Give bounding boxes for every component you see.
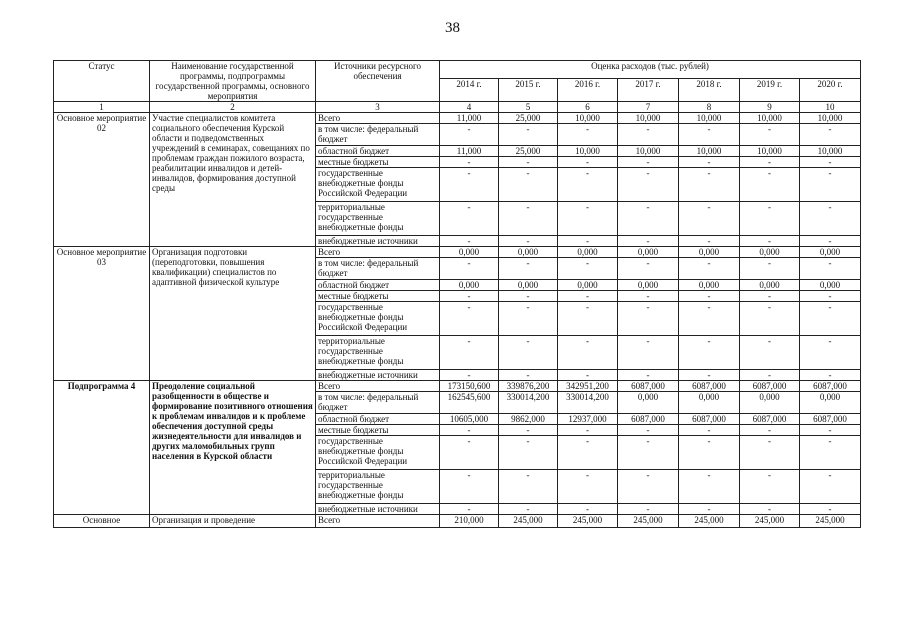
- expense-value: 0,000: [679, 280, 740, 291]
- expense-value: 210,000: [440, 515, 499, 528]
- expense-value: 330014,200: [499, 392, 558, 414]
- expense-value: -: [618, 336, 679, 370]
- expense-value: -: [558, 370, 618, 381]
- header-source: Источники ресурсного обеспечения: [316, 61, 440, 102]
- expense-value: -: [740, 336, 800, 370]
- year-header: 2017 г.: [618, 79, 679, 102]
- expense-value: 25,000: [499, 146, 558, 157]
- expense-value: -: [440, 124, 499, 146]
- expense-value: 0,000: [558, 280, 618, 291]
- expense-value: -: [679, 202, 740, 236]
- expense-value: 0,000: [679, 247, 740, 258]
- expense-value: 245,000: [679, 515, 740, 528]
- column-index: 9: [740, 102, 800, 113]
- expense-value: 10,000: [800, 146, 861, 157]
- year-header: 2019 г.: [740, 79, 800, 102]
- expense-value: 0,000: [679, 392, 740, 414]
- expense-value: -: [800, 336, 861, 370]
- expense-value: -: [679, 504, 740, 515]
- expense-value: -: [440, 425, 499, 436]
- page-number: 38: [445, 20, 460, 36]
- expense-value: 10,000: [618, 146, 679, 157]
- expense-value: 6087,000: [800, 381, 861, 392]
- column-index: 5: [499, 102, 558, 113]
- expense-value: -: [558, 336, 618, 370]
- funding-source: Всего: [316, 247, 440, 258]
- budget-table: [53, 60, 861, 528]
- expense-value: -: [740, 370, 800, 381]
- expense-value: -: [499, 425, 558, 436]
- funding-source: внебюджетные источники: [316, 370, 440, 381]
- block-status: Основное мероприятие 03: [54, 247, 150, 381]
- column-index: 1: [54, 102, 150, 113]
- expense-value: -: [499, 370, 558, 381]
- expense-value: -: [800, 291, 861, 302]
- expense-value: 0,000: [499, 280, 558, 291]
- expense-value: 10,000: [679, 146, 740, 157]
- expense-value: -: [740, 202, 800, 236]
- year-header: 2020 г.: [800, 79, 861, 102]
- funding-source: местные бюджеты: [316, 425, 440, 436]
- expense-value: -: [800, 302, 861, 336]
- block-status: Основное: [54, 515, 150, 528]
- expense-value: -: [440, 370, 499, 381]
- expense-value: 173150,600: [440, 381, 499, 392]
- expense-value: -: [558, 258, 618, 280]
- expense-value: 342951,200: [558, 381, 618, 392]
- funding-source: территориальные государственные внебюджетные фонды: [316, 470, 440, 504]
- expense-value: -: [440, 336, 499, 370]
- expense-value: 245,000: [740, 515, 800, 528]
- expense-value: -: [740, 436, 800, 470]
- expense-value: -: [740, 504, 800, 515]
- expense-value: -: [440, 168, 499, 202]
- expense-value: 25,000: [499, 113, 558, 124]
- expense-value: 0,000: [740, 247, 800, 258]
- expense-value: -: [558, 291, 618, 302]
- expense-value: 0,000: [558, 247, 618, 258]
- expense-value: 6087,000: [740, 381, 800, 392]
- expense-value: 10,000: [618, 113, 679, 124]
- expense-value: -: [499, 236, 558, 247]
- expense-value: -: [679, 168, 740, 202]
- expense-value: -: [440, 258, 499, 280]
- column-index: 3: [316, 102, 440, 113]
- expense-value: -: [558, 202, 618, 236]
- expense-value: -: [440, 157, 499, 168]
- expense-value: -: [499, 168, 558, 202]
- block-status: Подпрограмма 4: [54, 381, 150, 515]
- expense-value: 10,000: [679, 113, 740, 124]
- expense-value: -: [679, 157, 740, 168]
- expense-value: 10,000: [800, 113, 861, 124]
- expense-value: 11,000: [440, 113, 499, 124]
- expense-value: -: [558, 425, 618, 436]
- expense-value: 10605,000: [440, 414, 499, 425]
- column-index: 2: [150, 102, 316, 113]
- column-index: 6: [558, 102, 618, 113]
- expense-value: 0,000: [440, 247, 499, 258]
- expense-value: -: [440, 291, 499, 302]
- expense-value: -: [558, 168, 618, 202]
- expense-value: -: [440, 202, 499, 236]
- expense-value: -: [679, 470, 740, 504]
- expense-value: 0,000: [740, 280, 800, 291]
- expense-value: -: [740, 258, 800, 280]
- expense-value: 10,000: [558, 113, 618, 124]
- expense-value: -: [740, 425, 800, 436]
- funding-source: государственные внебюджетные фонды Российской Федерации: [316, 436, 440, 470]
- expense-value: -: [800, 470, 861, 504]
- expense-value: -: [740, 291, 800, 302]
- column-index: 8: [679, 102, 740, 113]
- column-index: 7: [618, 102, 679, 113]
- expense-value: 0,000: [440, 280, 499, 291]
- expense-value: -: [499, 504, 558, 515]
- funding-source: территориальные государственные внебюджетные фонды: [316, 336, 440, 370]
- expense-value: -: [679, 124, 740, 146]
- expense-value: 162545,600: [440, 392, 499, 414]
- funding-source: областной бюджет: [316, 280, 440, 291]
- expense-value: 0,000: [618, 247, 679, 258]
- funding-source: областной бюджет: [316, 414, 440, 425]
- table-row: [54, 247, 861, 258]
- expense-value: -: [800, 157, 861, 168]
- expense-value: 6087,000: [618, 381, 679, 392]
- expense-value: -: [679, 258, 740, 280]
- expense-value: -: [618, 291, 679, 302]
- expense-value: -: [679, 425, 740, 436]
- expense-value: -: [679, 436, 740, 470]
- expense-value: -: [618, 168, 679, 202]
- funding-source: внебюджетные источники: [316, 504, 440, 515]
- expense-value: 12937,000: [558, 414, 618, 425]
- funding-source: в том числе: федеральный бюджет: [316, 124, 440, 146]
- expense-value: -: [558, 236, 618, 247]
- funding-source: в том числе: федеральный бюджет: [316, 258, 440, 280]
- expense-value: 245,000: [800, 515, 861, 528]
- funding-source: областной бюджет: [316, 146, 440, 157]
- expense-value: -: [618, 258, 679, 280]
- block-name: Организация и проведение: [150, 515, 316, 528]
- expense-value: 6087,000: [679, 414, 740, 425]
- year-header: 2015 г.: [499, 79, 558, 102]
- expense-value: 245,000: [618, 515, 679, 528]
- expense-value: 6087,000: [740, 414, 800, 425]
- table-row: [54, 113, 861, 124]
- block-name: Организация подготовки (переподготовки, повышения квалификации) специалистов по адаптивной физической культуре: [150, 247, 316, 381]
- expense-value: -: [618, 202, 679, 236]
- expense-value: -: [440, 236, 499, 247]
- block-name: Преодоление социальной разобщенности в обществе и формирование позитивного отношения к проблемам инвалидов и к проблеме обеспечения доступной среды жизнедеятельности для инвалидов и других маломобильных групп населения в Курской области: [150, 381, 316, 515]
- expense-value: -: [740, 157, 800, 168]
- expense-value: -: [499, 291, 558, 302]
- expense-value: 9862,000: [499, 414, 558, 425]
- funding-source: в том числе: федеральный бюджет: [316, 392, 440, 414]
- expense-value: -: [558, 157, 618, 168]
- expense-value: 245,000: [499, 515, 558, 528]
- expense-value: -: [800, 202, 861, 236]
- expense-value: -: [440, 302, 499, 336]
- expense-value: -: [800, 370, 861, 381]
- expense-value: -: [618, 157, 679, 168]
- expense-value: -: [499, 302, 558, 336]
- expense-value: 330014,200: [558, 392, 618, 414]
- expense-value: -: [558, 504, 618, 515]
- expense-value: -: [499, 470, 558, 504]
- expense-value: -: [440, 504, 499, 515]
- expense-value: -: [800, 168, 861, 202]
- expense-value: -: [618, 436, 679, 470]
- expense-value: -: [499, 157, 558, 168]
- expense-value: 0,000: [618, 280, 679, 291]
- expense-value: -: [740, 470, 800, 504]
- expense-value: 6087,000: [679, 381, 740, 392]
- expense-value: -: [679, 291, 740, 302]
- block-name: Участие специалистов комитета социального обеспечения Курской области и подведомственных учреждений в семинарах, совещаниях по проблемам граждан пожилого возраста, реабилитации инвалидов и детей-инвалидов, формирования доступной среды: [150, 113, 316, 247]
- expense-value: -: [558, 124, 618, 146]
- expense-value: -: [679, 236, 740, 247]
- expense-value: 245,000: [558, 515, 618, 528]
- expense-value: -: [740, 124, 800, 146]
- header-estimate: Оценка расходов (тыс. рублей): [440, 61, 861, 79]
- expense-value: 6087,000: [800, 414, 861, 425]
- expense-value: -: [499, 436, 558, 470]
- funding-source: государственные внебюджетные фонды Российской Федерации: [316, 302, 440, 336]
- expense-value: -: [800, 258, 861, 280]
- expense-value: -: [679, 370, 740, 381]
- funding-source: местные бюджеты: [316, 157, 440, 168]
- expense-value: -: [679, 336, 740, 370]
- expense-value: -: [618, 124, 679, 146]
- header-name: Наименование государственной программы, подпрограммы государственной программы, основного мероприятия: [150, 61, 316, 102]
- expense-value: -: [740, 302, 800, 336]
- expense-value: 0,000: [800, 280, 861, 291]
- funding-source: внебюджетные источники: [316, 236, 440, 247]
- expense-value: -: [800, 236, 861, 247]
- expense-value: -: [800, 504, 861, 515]
- funding-source: местные бюджеты: [316, 291, 440, 302]
- expense-value: -: [618, 236, 679, 247]
- funding-source: территориальные государственные внебюджетные фонды: [316, 202, 440, 236]
- expense-value: -: [679, 302, 740, 336]
- expense-value: 10,000: [558, 146, 618, 157]
- expense-value: 0,000: [618, 392, 679, 414]
- block-status: Основное мероприятие 02: [54, 113, 150, 247]
- expense-value: -: [499, 258, 558, 280]
- expense-value: -: [618, 425, 679, 436]
- expense-value: -: [440, 470, 499, 504]
- table-row: [54, 381, 861, 392]
- expense-value: 6087,000: [618, 414, 679, 425]
- expense-value: -: [558, 436, 618, 470]
- expense-value: -: [618, 470, 679, 504]
- expense-value: 10,000: [740, 113, 800, 124]
- expense-value: 0,000: [499, 247, 558, 258]
- funding-source: Всего: [316, 113, 440, 124]
- expense-value: 11,000: [440, 146, 499, 157]
- expense-value: 339876,200: [499, 381, 558, 392]
- expense-value: 0,000: [740, 392, 800, 414]
- expense-value: -: [740, 168, 800, 202]
- expense-value: -: [499, 202, 558, 236]
- expense-value: -: [740, 236, 800, 247]
- funding-source: Всего: [316, 381, 440, 392]
- expense-value: -: [558, 302, 618, 336]
- expense-value: -: [618, 504, 679, 515]
- expense-value: -: [800, 425, 861, 436]
- expense-value: 0,000: [800, 392, 861, 414]
- expense-value: -: [499, 336, 558, 370]
- year-header: 2014 г.: [440, 79, 499, 102]
- year-header: 2016 г.: [558, 79, 618, 102]
- header-status: Статус: [54, 61, 150, 102]
- expense-value: -: [440, 436, 499, 470]
- expense-value: 10,000: [740, 146, 800, 157]
- expense-value: 0,000: [800, 247, 861, 258]
- year-header: 2018 г.: [679, 79, 740, 102]
- expense-value: -: [618, 370, 679, 381]
- column-index: 4: [440, 102, 499, 113]
- expense-value: -: [618, 302, 679, 336]
- expense-value: -: [800, 436, 861, 470]
- expense-value: -: [800, 124, 861, 146]
- expense-value: -: [499, 124, 558, 146]
- expense-value: -: [558, 470, 618, 504]
- table-row: [54, 515, 861, 528]
- funding-source: Всего: [316, 515, 440, 528]
- funding-source: государственные внебюджетные фонды Российской Федерации: [316, 168, 440, 202]
- column-index: 10: [800, 102, 861, 113]
